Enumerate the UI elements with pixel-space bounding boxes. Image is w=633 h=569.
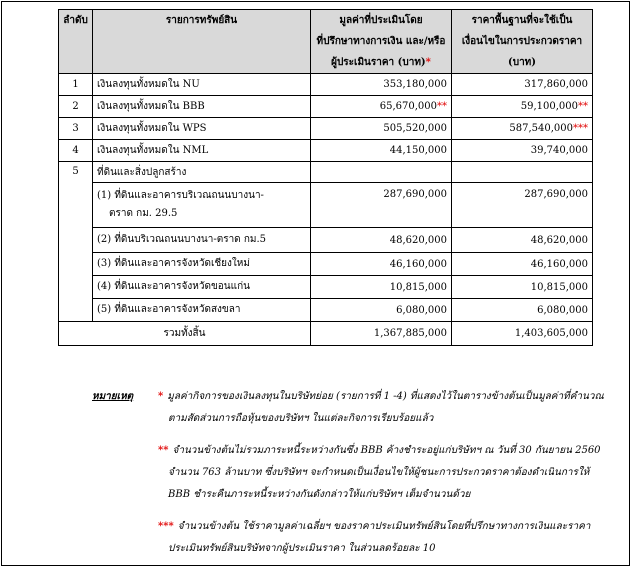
asset-table: [58, 9, 593, 346]
land-item-name: (2) ที่ดินบริเวณถนนบางนา-ตราด กม.5: [93, 228, 311, 253]
appraised-value: 65,670,000**: [311, 96, 452, 118]
land-item-name: (5) ที่ดินและอาคารจังหวัดสงขลา: [93, 299, 311, 322]
table-row: [59, 183, 593, 228]
header-base-price: ราคาพื้นฐานที่จะใช้เป็น เงื่อนไขในการประกวดราคา (บาท): [452, 10, 593, 74]
asset-name: เงินลงทุนทั้งหมดใน NU: [93, 74, 311, 96]
total-base-price-value: 1,403,605,000: [452, 322, 593, 346]
table-row: [59, 228, 593, 253]
appraised-value: 46,160,000: [311, 253, 452, 276]
land-item-name: (3) ที่ดินและอาคารจังหวัดเชียงใหม่: [93, 253, 311, 276]
asset-name: เงินลงทุนทั้งหมดใน BBB: [93, 96, 311, 118]
land-item-name: (4) ที่ดินและอาคารจังหวัดขอนแก่น: [93, 276, 311, 299]
notes-title: หมายเหตุ: [92, 391, 134, 402]
table-row: [59, 74, 593, 96]
header-appraised: มูลค่าที่ประเมินโดย ที่ปรึกษาทางการเงิน และ/หรือ ผู้ประเมินราคา (บาท)*: [311, 10, 452, 74]
row-number: 4: [59, 140, 93, 162]
row-number: 3: [59, 118, 93, 140]
land-item-name: (1) ที่ดินและอาคารบริเวณถนนบางนา- ตราด กม. 29.5: [93, 183, 311, 228]
appraised-value: 505,520,000: [311, 118, 452, 140]
asset-name: เงินลงทุนทั้งหมดใน NML: [93, 140, 311, 162]
note-item: ** จำนวนข้างต้นไม่รวมภาระหนี้ระหว่างกันซึ่ง BBB ค้างชำระอยู่แก่บริษัทฯ ณ วันที่ 30 กันยายน 2560 จำนวน 763 ล้านบาท ซึ่งบริษัทฯ จะกำหนดเป็นเงื่อนไขให้ผู้ชนะการประกวดราคาต้องดำเนินการให้ BBB ชำระคืนภาระหนี้ระหว่างกันดังกล่าวให้แก่บริษัทฯ เต็มจำนวนด้วย: [158, 445, 601, 500]
header-item: รายการทรัพย์สิน: [93, 10, 311, 74]
asterisk-mark: *: [425, 57, 431, 68]
base-price-value: 587,540,000***: [452, 118, 593, 140]
note-mark: ***: [158, 521, 174, 532]
appraised-value: 287,690,000: [311, 183, 452, 228]
total-row: [59, 322, 593, 346]
base-price-value: 48,620,000: [452, 228, 593, 253]
appraised-value: 10,815,000: [311, 276, 452, 299]
base-price-value: 10,815,000: [452, 276, 593, 299]
note-item: *** จำนวนข้างต้น ใช้ราคามูลค่าเฉลี่ยฯ ของราคาประเมินทรัพย์สินโดยที่ปรึกษาทางการเงินและราคา ประเมินทรัพย์สินบริษัทจากผู้ประเมินราคา ในส่วนลดร้อยละ 10: [158, 521, 591, 554]
total-label: รวมทั้งสิ้น: [59, 322, 311, 346]
base-price-value: 6,080,000: [452, 299, 593, 322]
row-number: 2: [59, 96, 93, 118]
row-number: 5: [59, 162, 93, 322]
land-section-title: ที่ดินและสิ่งปลูกสร้าง: [93, 162, 311, 183]
row-number: 1: [59, 74, 93, 96]
table-row: [59, 96, 593, 118]
note-item: * มูลค่ากิจการของเงินลงทุนในบริษัทย่อย (รายการที่ 1 -4) ที่แสดงไว้ในตารางข้างต้นเป็นมูลค่าที่คำนวณ ตามสัดส่วนการถือหุ้นของบริษัทฯ ในแต่ละกิจการเรียบร้อยแล้ว: [158, 391, 604, 424]
table-row: [59, 299, 593, 322]
table-row: [59, 140, 593, 162]
appraised-value: 353,180,000: [311, 74, 452, 96]
note-mark: *: [158, 391, 164, 402]
base-price-value: 287,690,000: [452, 183, 593, 228]
appraised-value: 44,150,000: [311, 140, 452, 162]
land-section-row: [59, 162, 593, 183]
header-row: [59, 10, 593, 74]
table-row: [59, 118, 593, 140]
header-no: ลำดับ: [59, 10, 93, 74]
total-appraised-value: 1,367,885,000: [311, 322, 452, 346]
table-row: [59, 253, 593, 276]
base-price-value: 317,860,000: [452, 74, 593, 96]
note-mark: **: [158, 445, 169, 456]
base-price-value: 59,100,000**: [452, 96, 593, 118]
asset-name: เงินลงทุนทั้งหมดใน WPS: [93, 118, 311, 140]
appraised-value: 48,620,000: [311, 228, 452, 253]
appraised-value: 6,080,000: [311, 299, 452, 322]
table-row: [59, 276, 593, 299]
base-price-value: 39,740,000: [452, 140, 593, 162]
base-price-value: 46,160,000: [452, 253, 593, 276]
